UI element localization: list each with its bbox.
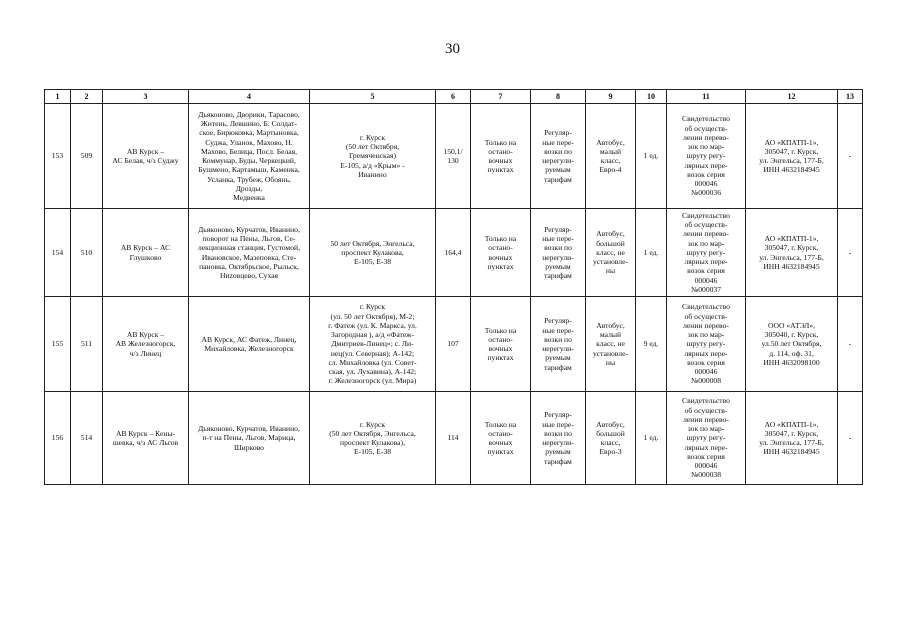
row-number: 156 [45,392,71,485]
column-header: 11 [667,90,746,104]
route-streets: г. Курск (ул. 50 лет Октября), М-2; г. Фатеж (ул. К. Маркса, ул. Загородная ), а/д «Фатеж- Дмитриев-Линец»; с. Ли- нец(ул. Северная); А-142; сл. Михайловка (ул. Совет- ская, ул. Лухавина), А-142; г. Железногорск (ул. Мира) [310,297,436,392]
stop-order: Только на остано- вочных пунктах [471,209,531,297]
route-certificate: Свидетельство об осуществ- лении перево- зок по мар- шруту регу- лярных пере- возок серия 000046 №000008 [667,297,746,392]
intermediate-stops: Дьяконово, Курчатов, Иванино, п-т на Пены, Льгов, Марица, Ширково [189,392,310,485]
route-name: АВ Курск – Кены- шевка, ч/з АС Льгов [103,392,189,485]
route-length: 114 [436,392,471,485]
route-certificate: Свидетельство об осуществ- лении перево- зок по мар- шруту регу- лярных пере- возок серия 000046 №000036 [667,104,746,209]
column-header: 13 [838,90,863,104]
route-number: 510 [71,209,103,297]
route-certificate: Свидетельство об осуществ- лении перево- зок по мар- шруту регу- лярных пере- возок серия 000046 №000037 [667,209,746,297]
route-number: 514 [71,392,103,485]
note: - [838,209,863,297]
row-number: 154 [45,209,71,297]
table-row [45,209,863,297]
column-header: 8 [531,90,586,104]
page-number: 30 [445,41,460,57]
carrier-info: АО «КПАТП-1», 305047, г. Курск, ул. Энгельса, 177-Б, ИНН 4632184945 [746,392,838,485]
note: - [838,104,863,209]
route-name: АВ Курск – АС Белая, ч/з Суджу [103,104,189,209]
carrier-info: АО «КПАТП-1», 305047, г. Курск, ул. Энгельса, 177-Б, ИНН 4632184945 [746,209,838,297]
route-name: АВ Курск – АВ Железногорск, ч/з Линец [103,297,189,392]
column-header: 6 [436,90,471,104]
note: - [838,297,863,392]
table-row [45,392,863,485]
route-certificate: Свидетельство об осуществ- лении перево- зок по мар- шруту регу- лярных пере- возок серия 000046 №000038 [667,392,746,485]
stop-order: Только на остано- вочных пунктах [471,297,531,392]
route-number: 509 [71,104,103,209]
vehicle-count: 1 ед. [636,392,667,485]
row-number: 155 [45,297,71,392]
route-length: 107 [436,297,471,392]
stop-order: Только на остано- вочных пунктах [471,104,531,209]
column-header: 2 [71,90,103,104]
vehicle-count: 9 ед. [636,297,667,392]
table-row [45,297,863,392]
route-number: 511 [71,297,103,392]
intermediate-stops: АВ Курск, АС Фатеж, Линец, Михайловка, Железногорск [189,297,310,392]
transport-type: Регуляр- ные пере- возки по нерегули- руемым тарифам [531,104,586,209]
carrier-info: АО «КПАТП-1», 305047, г. Курск, ул. Энгельса, 177-Б, ИНН 4632184945 [746,104,838,209]
transport-type: Регуляр- ные пере- возки по нерегули- руемым тарифам [531,209,586,297]
vehicle-class: Автобус, малый класс, Евро-4 [586,104,636,209]
intermediate-stops: Дьяконово, Курчатов, Иванино, поворот на Пены, Льгов, Се- лекционная станция, Густомой, Ивановское, Мазеповка, Сте- пановка, Октябрьское, Рыльск, Ниzовцево, Сухая [189,209,310,297]
column-header: 5 [310,90,436,104]
row-number: 153 [45,104,71,209]
intermediate-stops: Дьяконово, Дворики, Тарасово, Житень, Левшино, Б. Солдат- ское, Бирюковка, Мартыновка, Суджа, Уланок, Махово, Н. Махово, Белица, Посл. Белая, Коммунар, Буды, Черкецкий, Бушмено, Картамыш, Каменка, Усланка, Трубеж, Обоянь, Дрозды, Медвенка [189,104,310,209]
route-length: 150,1/ 130 [436,104,471,209]
vehicle-count: 1 ед. [636,209,667,297]
column-header: 9 [586,90,636,104]
table-body [45,104,863,485]
note: - [838,392,863,485]
table-row [45,104,863,209]
route-streets: г. Курск (50 лет Октября, Гремяченская) Е-105, а/д «Крым» - Иванино [310,104,436,209]
vehicle-class: Автобус, малый класс, не установле- ны [586,297,636,392]
column-header: 12 [746,90,838,104]
route-length: 164,4 [436,209,471,297]
transport-type: Регуляр- ные пере- возки по нерегули- руемым тарифам [531,392,586,485]
route-streets: 50 лет Октября, Энгельса, проспект Кулакова, Е-105, Е-38 [310,209,436,297]
routes-table [44,89,863,485]
stop-order: Только на остано- вочных пунктах [471,392,531,485]
transport-type: Регуляр- ные пере- возки по нерегули- руемым тарифам [531,297,586,392]
column-header: 10 [636,90,667,104]
vehicle-class: Автобус, большой класс, не установле- ны [586,209,636,297]
column-header: 3 [103,90,189,104]
carrier-info: ООО «АТЭЛ», 305040, г. Курск, ул.50 лет Октября, д. 114, оф. 31, ИНН 4632098100 [746,297,838,392]
route-streets: г. Курск (50 лет Октября, Энгельса, проспект Кулакова), Е-105, Е-38 [310,392,436,485]
vehicle-class: Автобус, большой класс, Евро-3 [586,392,636,485]
column-header: 4 [189,90,310,104]
column-header: 1 [45,90,71,104]
column-header: 7 [471,90,531,104]
vehicle-count: 1 ед. [636,104,667,209]
route-name: АВ Курск – АС Глушково [103,209,189,297]
table-header-row [45,90,863,104]
